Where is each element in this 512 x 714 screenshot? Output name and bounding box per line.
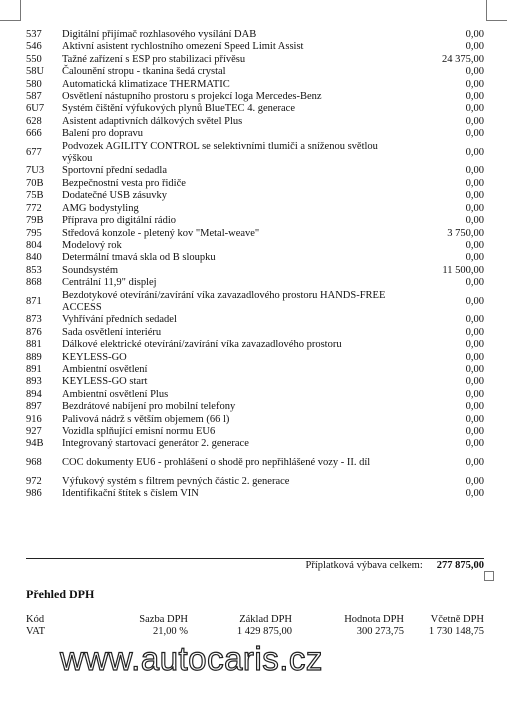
item-price: 0,00 [465, 252, 484, 264]
item-price: 0,00 [465, 29, 484, 40]
item-row [26, 265, 484, 277]
vat-total: 1 730 148,75 [428, 626, 484, 637]
item-code: 889 [26, 351, 42, 363]
item-price: 0,00 [465, 215, 484, 227]
item-code: 873 [26, 314, 42, 326]
item-description: Sada osvětlení interiéru [62, 326, 162, 338]
vat-section-title: Přehled DPH [26, 587, 95, 601]
item-description: Asistent adaptivních dálkových světel Plus [62, 115, 243, 127]
vat-rate: 21,00 % [153, 626, 188, 637]
item-price: 0,00 [465, 165, 484, 177]
item-description: Tažné zařízení s ESP pro stabilizaci přívěsu [62, 53, 246, 65]
item-price: 0,00 [465, 103, 484, 115]
item-code: 70B [26, 177, 44, 189]
item-description: Příprava pro digitální rádio [62, 215, 177, 227]
item-row [26, 451, 484, 476]
item-code: 546 [26, 41, 42, 53]
item-code: 804 [26, 239, 42, 251]
item-code: 7U3 [26, 165, 45, 177]
vat-header-rate: Sazba DPH [139, 614, 188, 625]
item-price: 0,00 [465, 388, 484, 400]
vat-header-code: Kód [26, 614, 45, 625]
item-code: 972 [26, 475, 42, 487]
item-description: KEYLESS-GO [62, 351, 127, 363]
item-price: 0,00 [465, 177, 484, 189]
vat-header-base: Základ DPH [239, 614, 292, 625]
item-code: 587 [26, 91, 42, 103]
item-row [26, 215, 484, 227]
item-price: 0,00 [465, 128, 484, 140]
item-row [26, 79, 484, 91]
item-code: 6U7 [26, 103, 45, 115]
vat-data-row [26, 626, 484, 638]
item-description: Čalounění stropu - tkanina šedá crystal [62, 66, 226, 78]
item-price: 0,00 [465, 363, 484, 375]
item-price: 0,00 [465, 339, 484, 351]
item-price: 0,00 [465, 202, 484, 214]
item-description: Vyhřívání předních sedadel [62, 314, 177, 326]
item-description: Digitální přijímač rozhlasového vysílání DAB [62, 29, 257, 40]
item-row [26, 178, 484, 190]
item-price: 0,00 [465, 488, 484, 500]
item-row [26, 116, 484, 128]
vat-amount: 300 273,75 [356, 626, 404, 637]
item-row [26, 190, 484, 202]
crop-mark-top-right [486, 0, 507, 21]
item-code: 94B [26, 438, 44, 450]
item-price: 0,00 [465, 66, 484, 78]
item-code: 550 [26, 53, 42, 65]
item-code: 893 [26, 376, 42, 388]
item-description: Soundsystém [62, 264, 119, 276]
item-row [26, 488, 484, 500]
item-code: 986 [26, 488, 42, 500]
item-row [26, 401, 484, 413]
item-row [26, 290, 484, 315]
total-value: 277 875,00 [436, 560, 484, 571]
item-description: Balení pro dopravu [62, 128, 144, 140]
item-row [26, 414, 484, 426]
item-row [26, 339, 484, 351]
item-price: 3 750,00 [447, 227, 484, 239]
item-description: Aktivní asistent rychlostního omezení Speed Limit Assist [62, 41, 304, 53]
item-row [26, 29, 484, 41]
item-price: 0,00 [465, 78, 484, 90]
item-price: 0,00 [465, 146, 484, 158]
item-price: 0,00 [465, 426, 484, 437]
item-row [26, 389, 484, 401]
item-code: 628 [26, 115, 42, 127]
item-price: 0,00 [465, 277, 484, 289]
item-description: Systém čištění výfukových plynů BlueTEC 4. generace [62, 103, 295, 115]
item-description: Sportovní přední sedadla [62, 165, 167, 177]
item-price: 24 375,00 [442, 53, 484, 65]
item-price: 0,00 [465, 401, 484, 413]
item-price: 0,00 [465, 115, 484, 127]
item-description: Ambientní osvětlení Plus [62, 388, 169, 400]
item-row [26, 277, 484, 289]
item-price: 0,00 [465, 295, 484, 307]
item-code: 537 [26, 29, 42, 40]
item-description: Modelový rok [62, 239, 122, 251]
item-code: 894 [26, 388, 42, 400]
item-row [26, 41, 484, 53]
watermark: www.autocaris.cz [60, 640, 323, 677]
item-description: Bezpečnostní vesta pro řidiče [62, 177, 186, 189]
item-code: 677 [26, 146, 42, 158]
item-description: Integrovaný startovací generátor 2. generace [62, 438, 249, 450]
item-price: 0,00 [465, 351, 484, 363]
item-price: 0,00 [465, 376, 484, 388]
vat-code: VAT [26, 626, 46, 637]
item-row [26, 91, 484, 103]
item-row [26, 376, 484, 388]
item-price: 0,00 [465, 314, 484, 326]
item-description: Podvozek AGILITY CONTROL se selektivními tlumiči a sníženou světlou výškou [62, 140, 378, 165]
vat-base: 1 429 875,00 [236, 626, 292, 637]
item-code: 772 [26, 202, 42, 214]
item-description: Dodatečné USB zásuvky [62, 190, 167, 202]
item-price: 0,00 [465, 475, 484, 487]
item-row [26, 165, 484, 177]
item-code: 58U [26, 66, 45, 78]
total-label: Příplatková výbava celkem: [305, 560, 423, 571]
vat-table [26, 614, 484, 638]
item-price: 0,00 [465, 326, 484, 338]
item-row [26, 327, 484, 339]
item-code: 891 [26, 363, 42, 375]
item-row [26, 364, 484, 376]
item-row [26, 203, 484, 215]
vat-header-total: Včetně DPH [430, 614, 484, 625]
item-price: 0,00 [465, 413, 484, 425]
item-description: Palivová nádrž s větším objemem (66 l) [62, 413, 230, 425]
item-description: Centrální 11,9" displej [62, 277, 157, 289]
item-row [26, 352, 484, 364]
item-code: 927 [26, 426, 42, 437]
item-price: 0,00 [465, 91, 484, 103]
item-price: 0,00 [465, 41, 484, 53]
item-row [26, 54, 484, 66]
item-code: 881 [26, 339, 42, 351]
end-of-table-mark [484, 571, 494, 581]
item-description: Ambientní osvětlení [62, 363, 148, 375]
item-code: 666 [26, 128, 42, 140]
item-code: 868 [26, 277, 42, 289]
item-code: 840 [26, 252, 42, 264]
item-row [26, 252, 484, 264]
item-price: 0,00 [465, 457, 484, 468]
item-description: Bezdotykové otevírání/zavírání víka zavazadlového prostoru HANDS-FREE ACCESS [62, 289, 386, 313]
item-code: 871 [26, 295, 42, 307]
item-code: 853 [26, 264, 42, 276]
item-description: Bezdrátové nabíjení pro mobilní telefony [62, 401, 236, 413]
item-row [26, 426, 484, 438]
item-code: 876 [26, 326, 42, 338]
item-description: KEYLESS-GO start [62, 376, 148, 388]
item-code: 916 [26, 413, 42, 425]
item-row [26, 228, 484, 240]
item-description: COC dokumenty EU6 - prohlášení o shodě pro nepřihlášené vozy - II. díl [62, 457, 371, 468]
total-row [26, 558, 484, 571]
item-code: 580 [26, 78, 42, 90]
item-code: 968 [26, 457, 42, 468]
item-description: AMG bodystyling [62, 202, 139, 214]
item-row [26, 240, 484, 252]
item-row [26, 141, 484, 166]
item-code: 79B [26, 215, 44, 227]
item-description: Identifikační štítek s číslem VIN [62, 488, 199, 500]
vat-header-row [26, 614, 484, 626]
item-row [26, 66, 484, 78]
item-row [26, 128, 484, 140]
vat-header-amount: Hodnota DPH [344, 614, 404, 625]
item-code: 897 [26, 401, 42, 413]
item-code: 75B [26, 190, 44, 202]
item-code: 795 [26, 227, 42, 239]
item-row [26, 476, 484, 488]
crop-mark-top-left [0, 0, 21, 21]
item-description: Determální tmavá skla od B sloupku [62, 252, 216, 264]
item-price: 11 500,00 [442, 264, 484, 276]
item-description: Osvětlení nástupního prostoru s projekcí loga Mercedes-Benz [62, 91, 322, 103]
item-description: Automatická klimatizace THERMATIC [62, 78, 230, 90]
item-description: Dálkové elektrické otevírání/zavírání víka zavazadlového prostoru [62, 339, 342, 351]
item-price: 0,00 [465, 438, 484, 450]
item-description: Výfukový systém s filtrem pevných částic 2. generace [62, 475, 290, 487]
item-row [26, 438, 484, 450]
item-row [26, 103, 484, 115]
item-description: Středová konzole - pletený kov "Metal-weave" [62, 227, 260, 239]
item-price: 0,00 [465, 239, 484, 251]
item-description: Vozidla splňující emisní normu EU6 [62, 426, 216, 437]
equipment-list [26, 29, 484, 500]
item-row [26, 314, 484, 326]
item-price: 0,00 [465, 190, 484, 202]
